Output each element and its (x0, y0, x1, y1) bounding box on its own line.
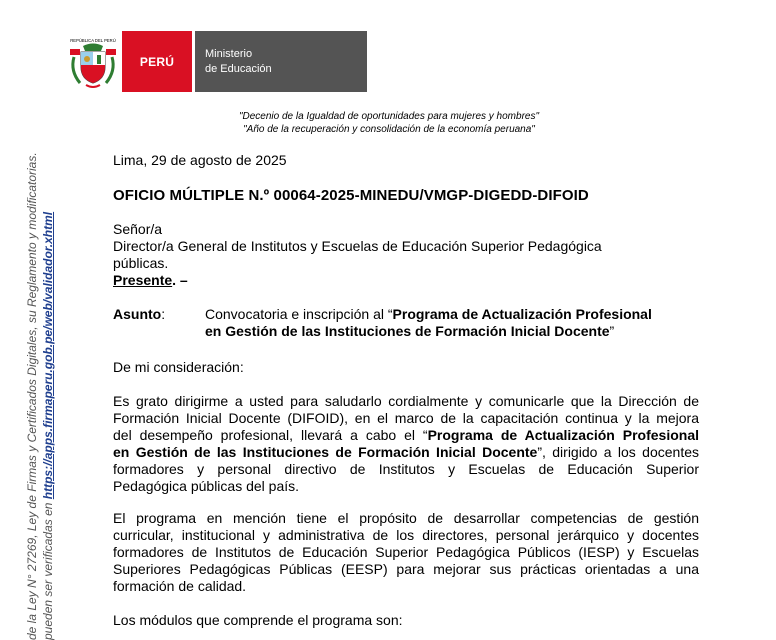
subject-program-1: Programa de Actualización Profesional (392, 306, 652, 322)
side-note-line-2: pueden ser verificadas en (41, 499, 55, 640)
ministry-line-2: de Educación (205, 62, 272, 75)
year-slogan: "Año de la recuperación y consolidación de la economía peruana" (243, 124, 535, 135)
escudo-caption: REPÚBLICA DEL PERÚ (70, 38, 116, 43)
p1-line-5: formadores y personal directivo de Institutos y Escuelas de Educación Superior (113, 461, 699, 477)
presente-suffix: . – (172, 272, 188, 288)
p2-line-5: formación de calidad. (113, 578, 247, 594)
recipient-line-1: Director/a General de Institutos y Escuelas de Educación Superior Pedagógica (113, 238, 602, 254)
oficio-number: OFICIO MÚLTIPLE N.º 00064-2025-MINEDU/VMGP-DIGEDD-DIFOID (113, 187, 589, 204)
greeting: De mi consideración: (113, 359, 244, 375)
subject-pre: Convocatoria e inscripción al “ (205, 306, 393, 322)
p2-line-1: El programa en mención tiene el propósito de desarrollar competencias de gestión (113, 510, 699, 526)
recipient-title: Señor/a (113, 221, 163, 237)
subject-program-2: en Gestión de las Instituciones de Formación Inicial Docente (205, 323, 610, 339)
p1-line-1: Es grato dirigirme a usted para saludarlo cordialmente y comunicarle que la Dirección de (113, 393, 699, 409)
recipient-line-2: públicas. (113, 255, 169, 271)
presente-line (113, 272, 602, 289)
paragraph-2 (113, 510, 699, 595)
signature-verification-note (24, 80, 56, 640)
p1-line-3: del desempeño profesional, llevará a cabo el “Programa de Actualización Profesional (113, 427, 700, 443)
letter-date: Lima, 29 de agosto de 2025 (113, 152, 287, 168)
p2-line-2: curricular, institucional y administrativa de los directores, personal jerárquico y docentes (113, 527, 699, 543)
p2-line-3: formadores de Institutos de Educación Superior Pedagógica Públicos (IESP) y Escuelas (113, 544, 699, 560)
modules-intro: Los módulos que comprende el programa son: (113, 612, 403, 628)
paragraph-1 (113, 393, 699, 495)
ministry-line-1: Ministerio (205, 47, 253, 60)
ministry-badge (195, 31, 367, 92)
year-slogans (112, 110, 666, 136)
validator-link[interactable]: https://apps.firmaperu.gob.pe/web/validador.xhtml (41, 211, 55, 500)
letterhead (64, 31, 367, 92)
p2-line-4: Superiores Pedagógicas Públicas (EESP) para mejorar sus prácticas orientadas a una (113, 561, 699, 577)
presente-word: Presente (113, 272, 173, 288)
subject-label: Asunto: (113, 306, 166, 322)
p1-line-2: Formación Inicial Docente (DIFOID), en el marco de la capacitación continua y la mejora (113, 410, 699, 426)
p1-line-6: Pedagógica públicas del país. (113, 478, 300, 494)
subject-post: ” (609, 323, 615, 339)
coat-of-arms-logo (64, 31, 122, 92)
peru-badge (122, 31, 192, 92)
subject-text (205, 306, 695, 340)
peru-label: PERÚ (139, 54, 175, 69)
recipient-block (113, 221, 602, 289)
decade-slogan: "Decenio de la Igualdad de oportunidades para mujeres y hombres" (238, 111, 540, 122)
side-note-line-1: de la Ley N° 27269, Ley de Firmas y Certificados Digitales, su Reglamento y modificatorias. (25, 152, 39, 640)
p1-line-4: en Gestión de las Instituciones de Formación Inicial Docente”, dirigido a los docentes (113, 444, 699, 460)
